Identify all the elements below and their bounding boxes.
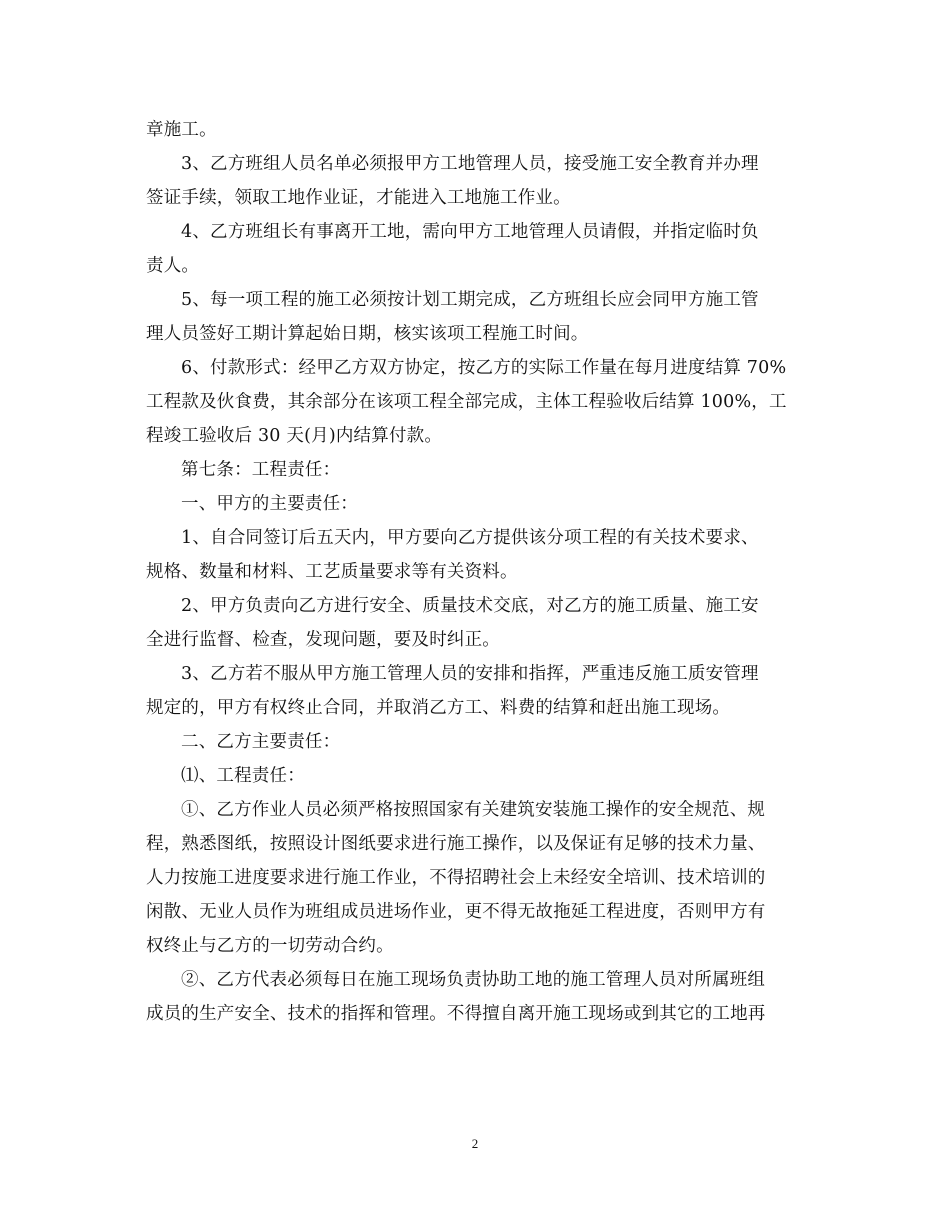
text-line: 章施工。 xyxy=(146,120,217,140)
text-line: 程竣工验收后 30 天(月)内结算付款。 xyxy=(146,426,443,446)
text-line: 签证手续，领取工地作业证，才能进入工地施工作业。 xyxy=(146,188,571,208)
document-body xyxy=(146,113,808,1031)
text-line: 规定的，甲方有权终止合同，并取消乙方工、料费的结算和赶出施工现场。 xyxy=(146,698,731,718)
text-line: 3、乙方若不服从甲方施工管理人员的安排和指挥，严重违反施工质安管理 xyxy=(181,664,759,684)
text-line: 1、自合同签订后五天内，甲方要向乙方提供该分项工程的有关技术要求、 xyxy=(181,528,759,548)
text-line: 6、付款形式：经甲乙方双方协定，按乙方的实际工作量在每月进度结算 70% xyxy=(181,358,787,378)
text-line: 2、甲方负责向乙方进行安全、质量技术交底，对乙方的施工质量、施工安 xyxy=(181,596,759,616)
text-line: 第七条：工程责任： xyxy=(181,460,341,480)
text-line: 理人员签好工期计算起始日期，核实该项工程施工时间。 xyxy=(146,324,589,344)
text-line: 程，熟悉图纸，按照设计图纸要求进行施工操作，以及保证有足够的技术力量、 xyxy=(146,834,766,854)
text-line: 责人。 xyxy=(146,256,200,276)
text-line: 权终止与乙方的一切劳动合约。 xyxy=(146,936,394,956)
page-number: 2 xyxy=(471,1136,479,1151)
text-line: 成员的生产安全、技术的指挥和管理。不得擅自离开施工现场或到其它的工地再 xyxy=(146,1004,766,1024)
text-line: 工程款及伙食费，其余部分在该项工程全部完成，主体工程验收后结算 100%，工 xyxy=(146,392,787,412)
text-line: ⑴、工程责任： xyxy=(181,766,305,786)
text-line: 5、每一项工程的施工必须按计划工期完成，乙方班组长应会同甲方施工管 xyxy=(181,290,759,310)
text-line: 规格、数量和材料、工艺质量要求等有关资料。 xyxy=(146,562,518,582)
text-line: 闲散、无业人员作为班组成员进场作业，更不得无故拖延工程进度，否则甲方有 xyxy=(146,902,766,922)
text-line: 3、乙方班组人员名单必须报甲方工地管理人员，接受施工安全教育并办理 xyxy=(181,154,759,174)
text-line: ①、乙方作业人员必须严格按照国家有关建筑安装施工操作的安全规范、规 xyxy=(181,800,766,820)
text-line: 人力按施工进度要求进行施工作业，不得招聘社会上未经安全培训、技术培训的 xyxy=(146,868,766,888)
text-line: 一、甲方的主要责任： xyxy=(181,494,358,514)
text-line: 全进行监督、检查，发现问题，要及时纠正。 xyxy=(146,630,500,650)
text-line: 4、乙方班组长有事离开工地，需向甲方工地管理人员请假，并指定临时负 xyxy=(181,222,759,242)
text-line: ②、乙方代表必须每日在施工现场负责协助工地的施工管理人员对所属班组 xyxy=(181,970,766,990)
text-line: 二、乙方主要责任： xyxy=(181,732,341,752)
